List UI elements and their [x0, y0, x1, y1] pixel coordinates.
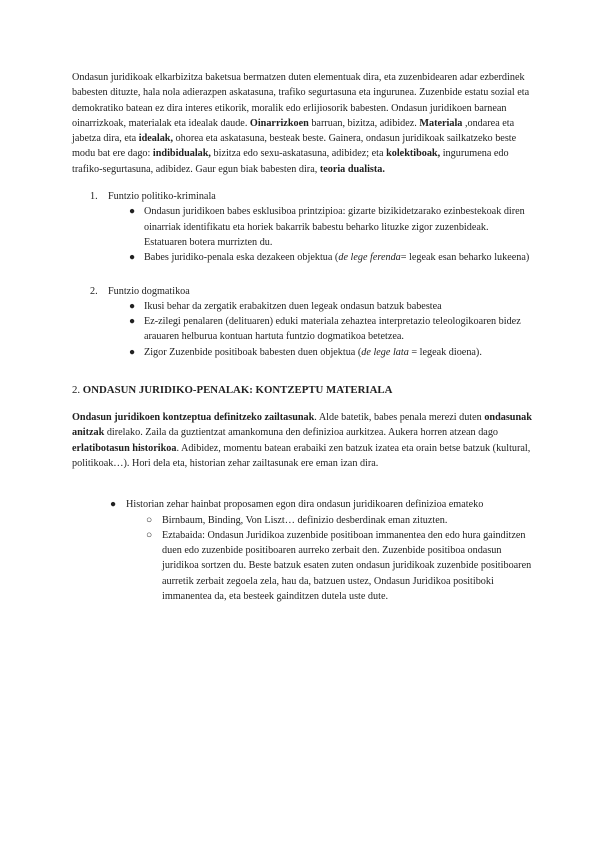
list-item-text: Ondasun juridikoen babes esklusiboa printzipioa: gizarte bizikidetzarako ezinbestekoak diren oinarriak identifikatu eta horiek bakarrik babestu beharko lituzke zigor zuzenbideak. Estatuaren botera murrizten du.	[144, 206, 525, 248]
intro-bold-oinarrizkoen: Oinarrizkoen	[249, 117, 309, 129]
sub-list-item	[72, 513, 532, 528]
intro-text: barruan, bizitza, adibidez.	[308, 117, 420, 129]
intro-text: ohorea eta askatasuna, besteak beste. Gainera, ondasun juridikoak sailkatzeko beste modu bat ere dago:	[72, 133, 517, 160]
para-text: direlako. Zaila da guztientzat amankomuna den definizioa aurkitzea. Aukera horren atzean dago	[104, 427, 499, 439]
document-page	[72, 70, 532, 604]
list-item	[72, 250, 532, 265]
list-item-italic: de lege ferenda	[338, 252, 401, 264]
list-item-italic: de lege lata	[361, 346, 409, 358]
list-item	[72, 314, 532, 345]
intro-paragraph	[72, 70, 532, 177]
list-number: 2.	[90, 285, 98, 297]
bullet-list-1	[72, 204, 532, 265]
bullet-icon: ●	[110, 499, 117, 511]
para-text: . Alde batetik, babes penala merezi duten	[314, 412, 485, 424]
intro-bold-kolektiboak: kolektiboak,	[386, 148, 441, 160]
heading-text: ONDASUN JURIDIKO-PENALAK: KONTZEPTU MATERIALA	[82, 384, 393, 397]
circle-bullet-icon: ○	[146, 529, 153, 541]
heading-number: 2.	[72, 384, 83, 397]
bullet-list-2	[72, 299, 532, 360]
intro-bold-materiala: Materiala	[419, 117, 463, 129]
numbered-item-2	[72, 284, 532, 299]
para-bold: erlatibotasun historikoa	[72, 442, 177, 454]
sub-list-item-text: Eztabaida: Ondasun Juridikoa zuzenbide positiboan immanentea den edo hura gainditzen duen edo zuzenbide positiboaren aurreko zerbait den. Zuzenbide positiboa ondasun juridikoa sortzen du. Beste batzuk esaten zuten ondasun juridikoak zuzenbide positiboaren aurretik zerbait zegoela zela, hau da, batzuen ustez, Ondasun Juridikoa positiboki immanentea da, eta besteek gainditzen dutela uste dute.	[162, 529, 532, 603]
bullet-icon: ●	[129, 252, 136, 264]
intro-bold-indibidualak: indibidualak,	[152, 148, 211, 160]
sub-list-item	[72, 528, 532, 604]
intro-text: Ondasun juridikoak elkarbizitza baketsua bermatzen duten elementuak dira, eta zuzenbidearen adar ezberdinek babesten dituzte, hala nola adierazpen askatasuna, trafiko segurtasuna eta ingurunea. Zuzenbide estatu sozial eta demokratiko batean ez dira interes etikorik, moralik edo erlijiosorik babesten. Ondasun juridikoen barnean oinarrizkoak, materialak eta idealak daude.	[72, 72, 530, 129]
list-item-text: Babes juridiko-penala eska dezakeen objektua (	[144, 252, 339, 264]
list-item-text: Ez-zilegi penalaren (delituaren) eduki materiala zehaztea interpretazio teleologikoaren bidez arauaren helburua kontuan hartuta funtzio dogmatikoa betetzea.	[144, 316, 521, 343]
list-number: 1.	[90, 191, 98, 203]
intro-bold-teoria-dualista: teoria dualista.	[319, 163, 385, 175]
bullet-icon: ●	[129, 206, 136, 218]
intro-text: bizitza edo sexu-askatasuna, adibidez; eta	[210, 148, 387, 160]
list-item-text: = legeak esan beharko lukeena)	[400, 252, 530, 264]
definition-paragraph	[72, 410, 532, 471]
bullet-icon: ●	[129, 346, 136, 358]
numbered-item-1	[72, 189, 532, 204]
list-item-text: Ikusi behar da zergatik erabakitzen duen legeak ondasun batzuk babestea	[144, 300, 442, 312]
para-bold: ondasunak anitzak	[72, 412, 532, 439]
list-item	[72, 204, 532, 250]
sub-list-item-text: Birnbaum, Binding, Von Liszt… definizio desberdinak eman zituzten.	[162, 514, 448, 526]
list-item	[72, 345, 532, 360]
circle-bullet-icon: ○	[146, 514, 153, 526]
list-item-text: Zigor Zuzenbide positiboak babesten duen objektua (	[144, 346, 362, 358]
list-title: Funtzio dogmatikoa	[108, 285, 190, 297]
list-item-text: Historian zehar hainbat proposamen egon dira ondasun juridikoaren definizioa emateko	[126, 499, 484, 511]
bullet-list-3	[72, 497, 532, 604]
list-item	[72, 299, 532, 314]
intro-text: ,ondarea eta jabetza dira, eta	[72, 117, 515, 145]
list-title: Funtzio politiko-kriminala	[108, 191, 216, 203]
para-text: . Adibidez, momentu batean erabaiki zen batzuk izatea eta orain betse batzuk (kultural, politikoak…). Hori dela eta, historian zehar zailtasunak ere eman izan dira.	[72, 442, 531, 469]
section-heading	[72, 382, 532, 398]
intro-text: ingurumena edo trafiko-segurtasuna, adibidez. Gaur egun biak babesten dira,	[72, 148, 509, 175]
bullet-icon: ●	[129, 300, 136, 312]
para-bold: Ondasun juridikoen kontzeptua definitzeko zailtasunak	[72, 412, 315, 424]
bullet-icon: ●	[129, 316, 136, 328]
list-item	[72, 497, 532, 512]
list-item-text: = legeak dioena).	[408, 346, 482, 358]
intro-bold-idealak: idealak,	[138, 133, 173, 145]
